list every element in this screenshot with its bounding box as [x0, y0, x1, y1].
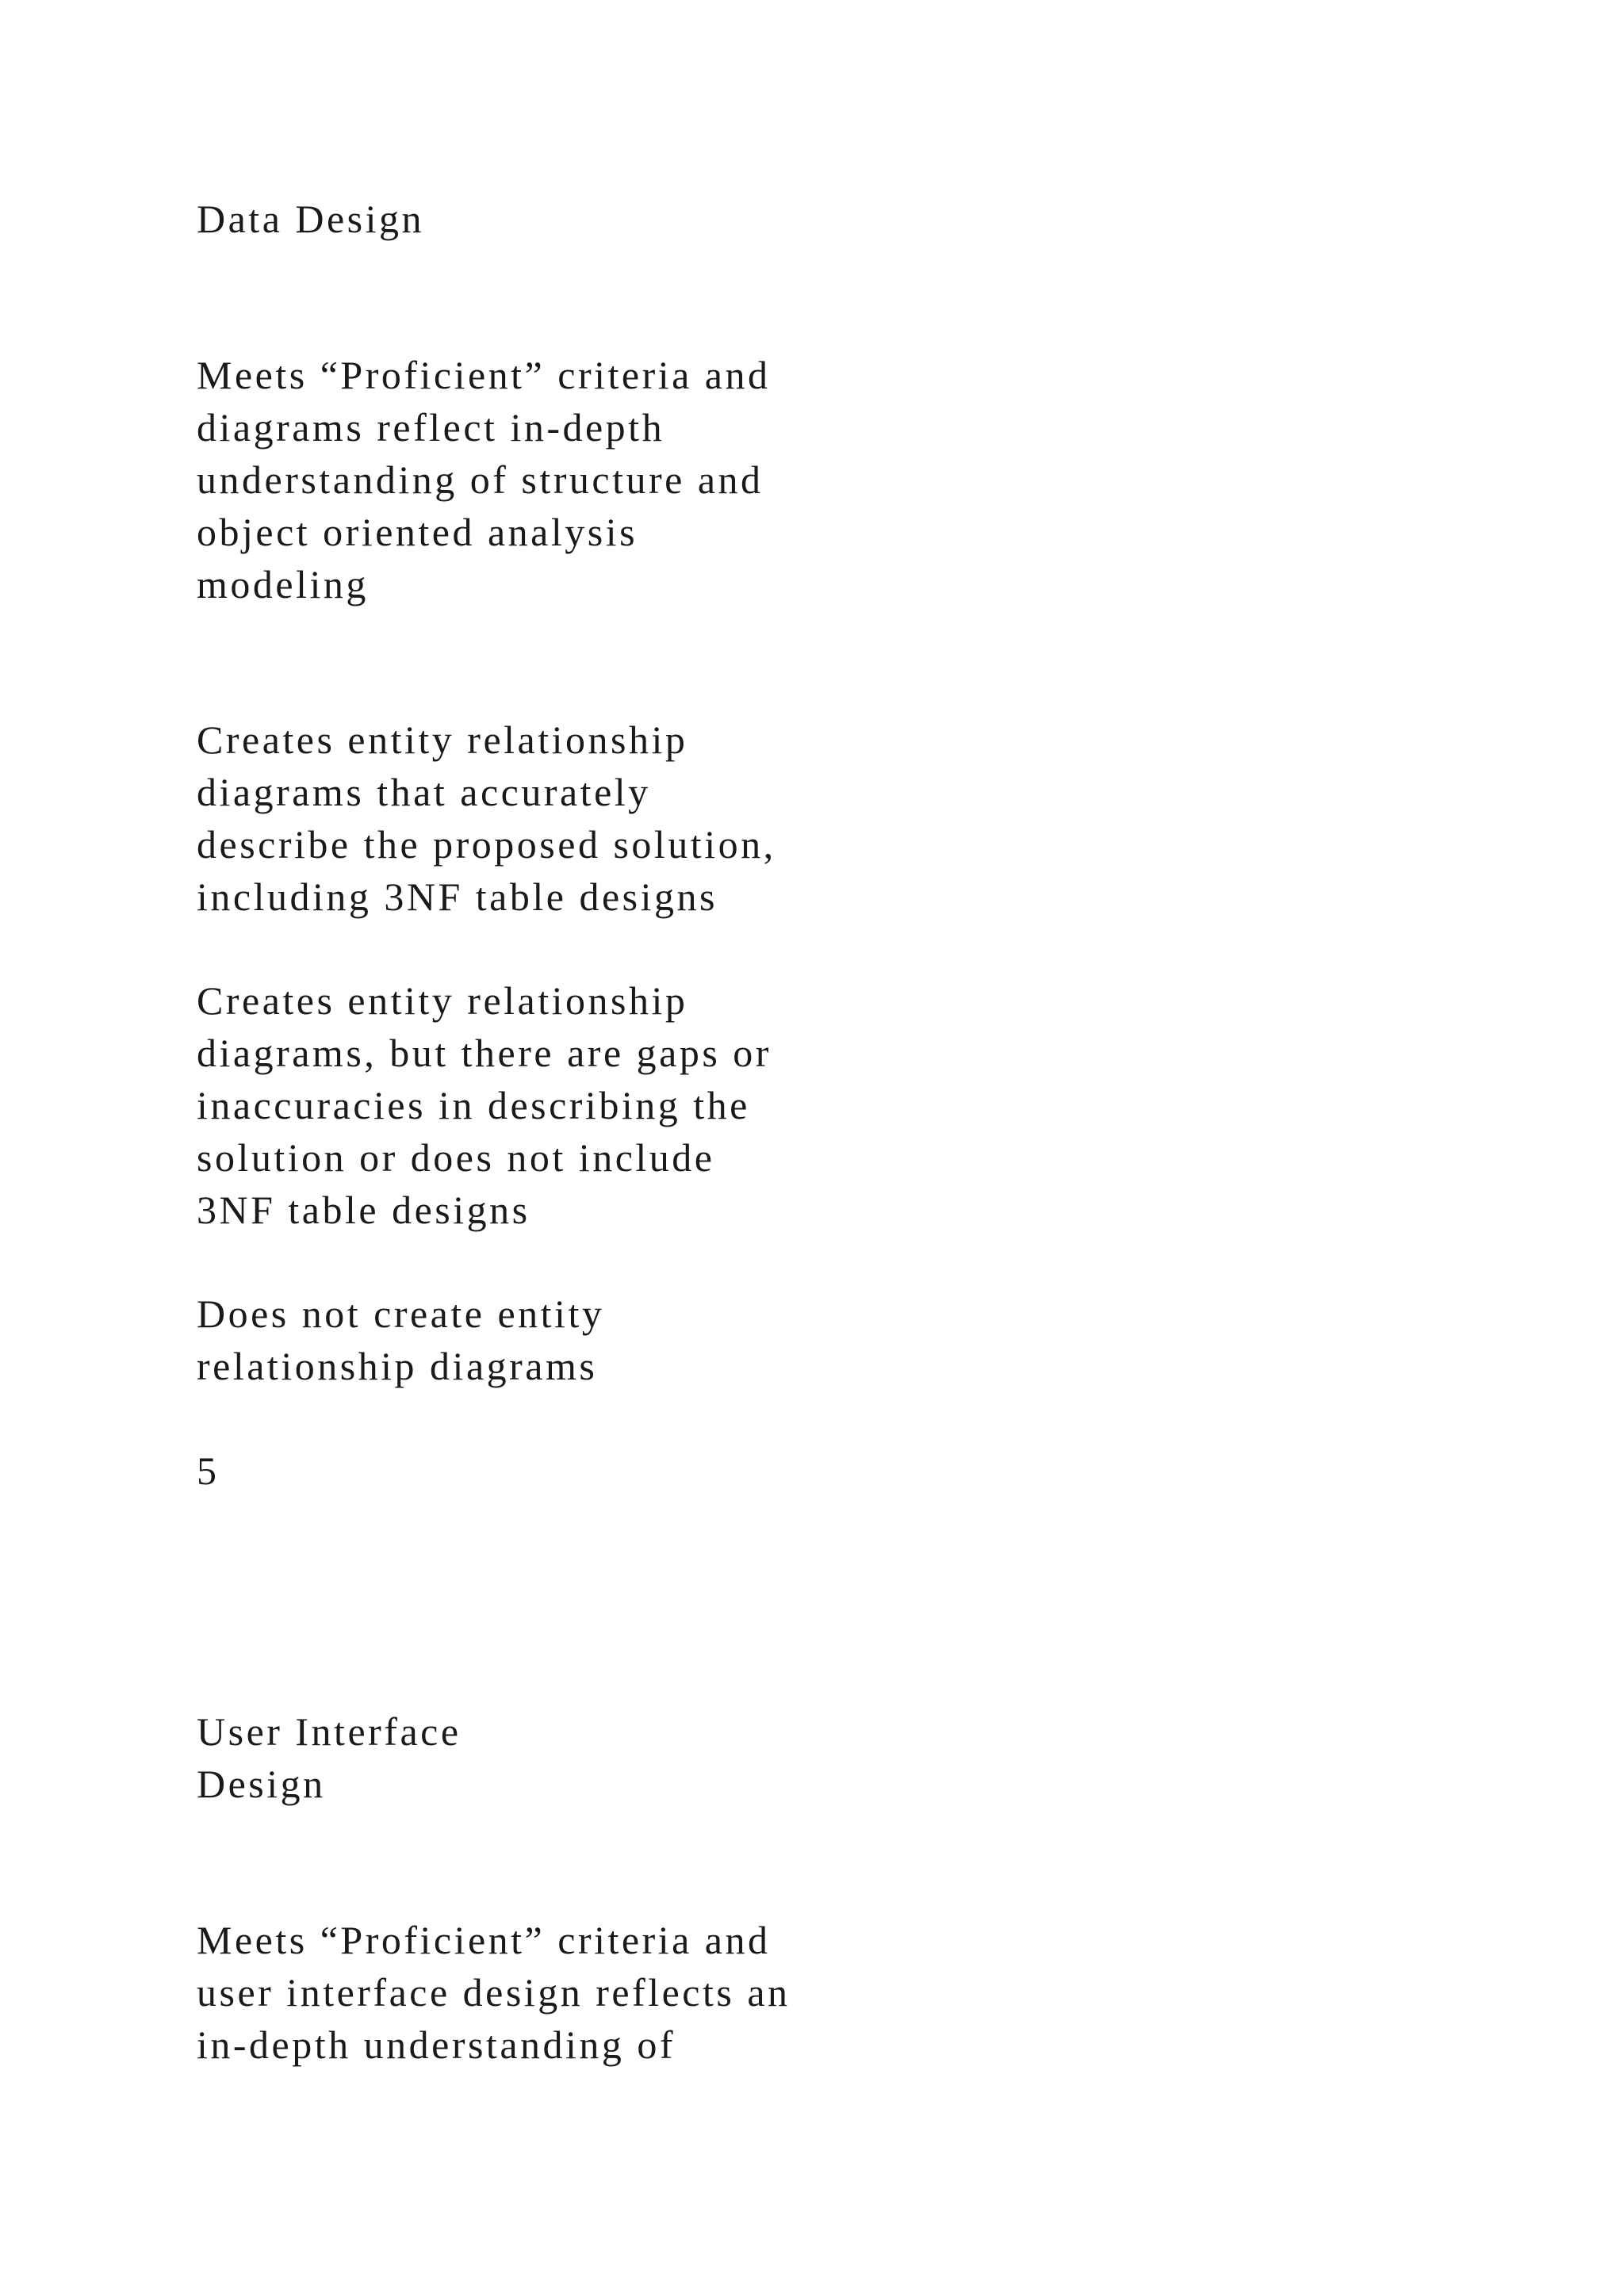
- criteria-exemplary-ui-design: [197, 1914, 990, 2071]
- text-line: including 3NF table designs: [197, 874, 718, 919]
- criteria-exemplary-data-design: [197, 349, 990, 610]
- section-heading-data-design: [197, 193, 990, 245]
- text-line: relationship diagrams: [197, 1344, 598, 1388]
- criteria-proficient-data-design: [197, 714, 990, 923]
- text-line: Data Design: [197, 197, 425, 241]
- text-line: Does not create entity: [197, 1292, 605, 1336]
- text-line: diagrams, but there are gaps or: [197, 1031, 772, 1075]
- text-line: object oriented analysis: [197, 510, 638, 554]
- text-line: diagrams that accurately: [197, 770, 651, 814]
- text-line: Creates entity relationship: [197, 978, 688, 1023]
- text-line: diagrams reflect in-depth: [197, 405, 665, 450]
- text-line: Design: [197, 1762, 326, 1806]
- criteria-not-evident-data-design: [197, 1288, 990, 1392]
- text-line: 5: [197, 1448, 220, 1493]
- text-line: describe the proposed solution,: [197, 822, 776, 867]
- text-line: User Interface: [197, 1709, 462, 1754]
- text-line: Meets “Proficient” criteria and: [197, 353, 771, 397]
- section-heading-user-interface-design: [197, 1705, 990, 1810]
- criteria-needs-improvement-data-design: [197, 974, 990, 1236]
- text-line: understanding of structure and: [197, 457, 764, 502]
- text-line: 3NF table designs: [197, 1188, 530, 1232]
- text-line: Creates entity relationship: [197, 718, 688, 762]
- text-line: in-depth understanding of: [197, 2022, 676, 2067]
- text-line: Meets “Proficient” criteria and: [197, 1918, 771, 1962]
- text-line: solution or does not include: [197, 1135, 715, 1180]
- text-line: inaccuracies in describing the: [197, 1083, 750, 1127]
- points-value: [197, 1445, 990, 1497]
- text-line: modeling: [197, 562, 369, 607]
- text-line: user interface design reflects an: [197, 1970, 791, 2015]
